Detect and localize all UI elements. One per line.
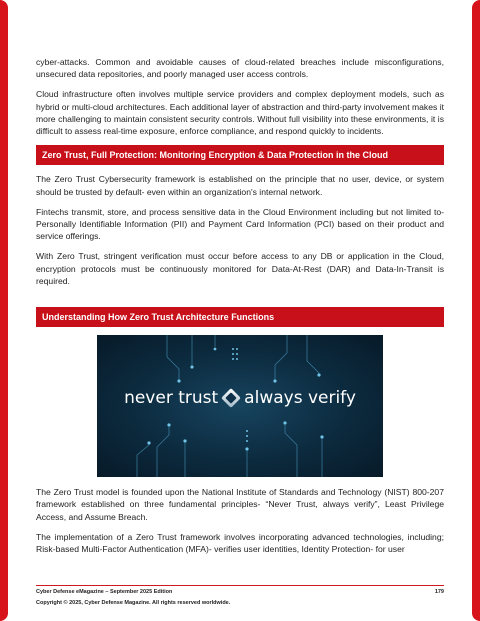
section2-paragraph-2: The implementation of a Zero Trust framework involves incorporating advanced technologies, including; Risk-based Multi-Factor Authentication (MFA)- verifies user identities, Identity Protection- for user xyxy=(36,531,444,555)
footer-publication-line xyxy=(36,589,444,595)
footer-divider xyxy=(36,585,444,586)
right-edge-bar xyxy=(472,0,480,621)
section-heading-zero-trust-architecture: Understanding How Zero Trust Architecture Functions xyxy=(36,307,444,327)
intro-paragraph-2: Cloud infrastructure often involves multiple service providers and complex deployment models, such as hybrid or multi-cloud architectures. Each additional layer of abstraction and third-party involvement makes it more challenging to maintain consistent security controls. Without full visibility into these environments, it is difficult to assess real-time exposure, enforce compliance, and respond quickly to incidents. xyxy=(36,89,444,137)
left-edge-bar xyxy=(0,0,8,621)
verify-check-diamond-icon xyxy=(221,388,241,408)
footer-publication: Cyber Defense eMagazine – September 2025 Edition xyxy=(36,589,173,595)
footer-page-number: 179 xyxy=(434,589,444,595)
hero-tagline xyxy=(97,388,383,409)
hero-image-wrap xyxy=(36,335,444,477)
section2-paragraph-1: The Zero Trust model is founded upon the National Institute of Standards and Technology (NIST) 800-207 framework established on three fundamental principles- “Never Trust, always verify”, Least Privilege Access, and Assume Breach. xyxy=(36,487,444,522)
footer-copyright: Copyright © 2025, Cyber Defense Magazine. All rights reserved worldwide. xyxy=(36,600,231,606)
section-heading-zero-trust-protection: Zero Trust, Full Protection: Monitoring Encryption & Data Protection in the Cloud xyxy=(36,145,444,165)
section1-paragraph-2: Fintechs transmit, store, and process sensitive data in the Cloud Environment including but not limited to- Personally Identifiable Information (PII) and Payment Card Information (PCI) based on their product and service offerings. xyxy=(36,206,444,242)
section1-paragraph-3: With Zero Trust, stringent verification must occur before access to any DB or application in the Cloud, encryption protocols must be continuously monitored for Data-At-Rest (DAR) and Data-In-Transit is required. xyxy=(36,251,444,286)
intro-paragraph-1: cyber-attacks. Common and avoidable causes of cloud-related breaches include misconfigurations, unsecured data repositories, and poorly managed user access controls. xyxy=(36,57,444,80)
never-trust-text: never trust xyxy=(124,388,219,409)
article-body xyxy=(36,56,444,563)
always-verify-text: always verify xyxy=(244,388,356,409)
never-trust-always-verify-image xyxy=(97,335,383,477)
section1-paragraph-1: The Zero Trust Cybersecurity framework is established on the principle that no user, device, or system should be trusted by default- even within an organization's internal network. xyxy=(36,174,444,197)
